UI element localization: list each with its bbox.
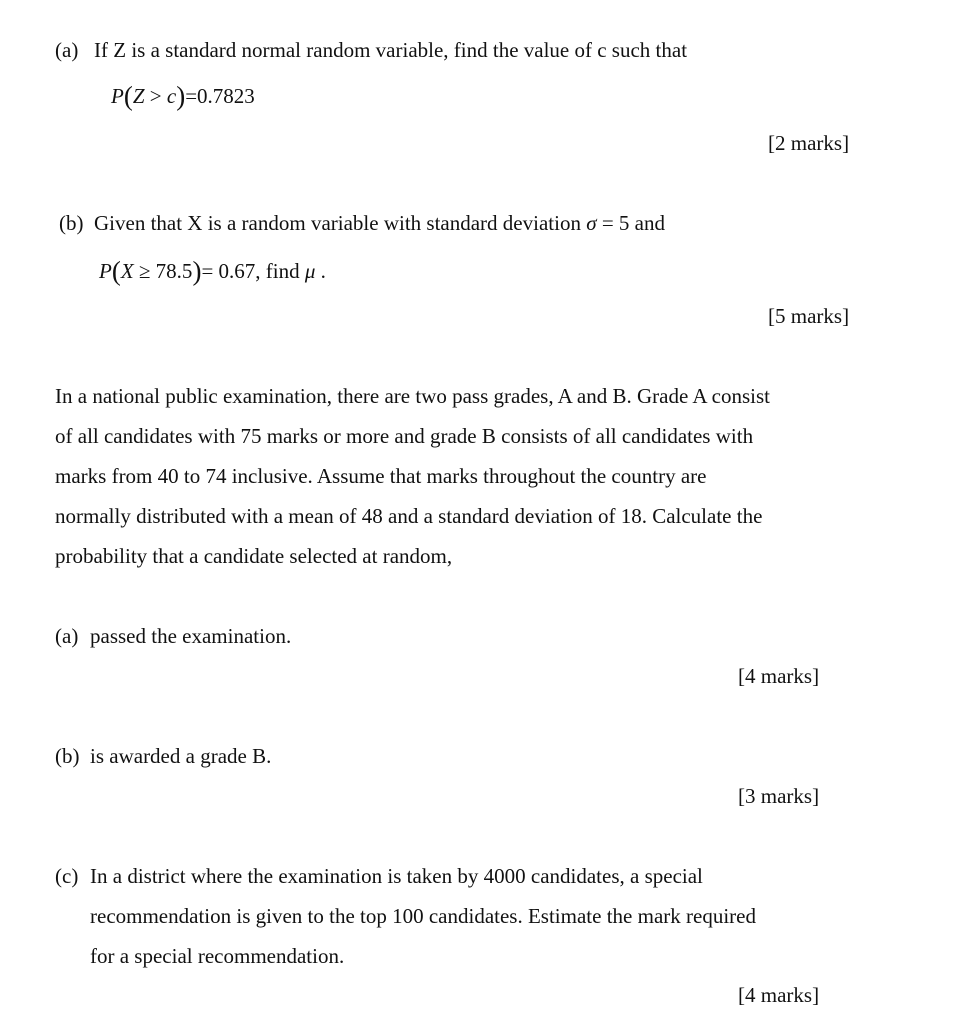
q1-part-b-text-start: Given that X is a random variable with standard deviation [94,211,587,235]
mu-symbol: μ [304,259,316,283]
q1-part-b-label: (b) [59,211,84,235]
q2-part-c-line: In a district where the examination is taken by 4000 candidates, a special [90,864,703,888]
q1-part-b-text-end: and [629,211,665,235]
eq-greater-than: > [144,84,167,108]
eq-prob-symbol: P [111,84,124,108]
q1-part-a-marks: [2 marks] [768,131,850,155]
eq-rhs-value: = 0.67 [201,259,256,283]
q2-part-c-line: for a special recommendation. [90,944,345,968]
q1-part-a-text: If Z is a standard normal random variable, find the value of c such that [94,38,688,62]
q2-part-b-text: is awarded a grade B. [90,744,272,768]
q2-intro-line: probability that a candidate selected at random, [55,544,453,568]
eq-rhs-value: =0.7823 [185,84,255,108]
q2-intro-line: In a national public examination, there are two pass grades, A and B. Grade A consist [55,384,770,408]
q2-intro-line: marks from 40 to 74 inclusive. Assume that marks throughout the country are [55,464,707,488]
q2-part-a-marks: [4 marks] [738,664,820,688]
q1-part-b-equation [99,258,326,285]
eq-variable-z: Z [132,84,145,108]
eq-close-paren: ) [192,256,202,286]
eq-prob-symbol: P [99,259,112,283]
q2-part-a-label: (a) [55,624,79,648]
q1-part-b-marks: [5 marks] [768,304,850,328]
sigma-symbol: σ [586,211,597,235]
q1-part-b-text [94,213,665,234]
eq-greater-equal: ≥ 78.5 [133,259,193,283]
q1-part-a-label: (a) [55,38,79,62]
q2-part-a-text: passed the examination. [90,624,292,648]
find-text: , find [255,259,305,283]
q2-part-c-marks: [4 marks] [738,983,820,1007]
q2-part-c-label: (c) [55,864,79,888]
q2-part-b-marks: [3 marks] [738,784,820,808]
q2-intro-line: normally distributed with a mean of 48 and a standard deviation of 18. Calculate the [55,504,763,528]
eq-open-paren: ( [123,81,133,111]
q1-part-a-equation [111,83,255,110]
sigma-value: = 5 [596,211,630,235]
eq-period: . [315,259,326,283]
eq-variable-x: X [120,259,134,283]
q2-intro-line: of all candidates with 75 marks or more and grade B consists of all candidates with [55,424,754,448]
eq-variable-c: c [166,84,177,108]
q2-part-c-line: recommendation is given to the top 100 candidates. Estimate the mark required [90,904,756,928]
eq-close-paren: ) [176,81,186,111]
eq-open-paren: ( [111,256,121,286]
q2-part-b-label: (b) [55,744,80,768]
